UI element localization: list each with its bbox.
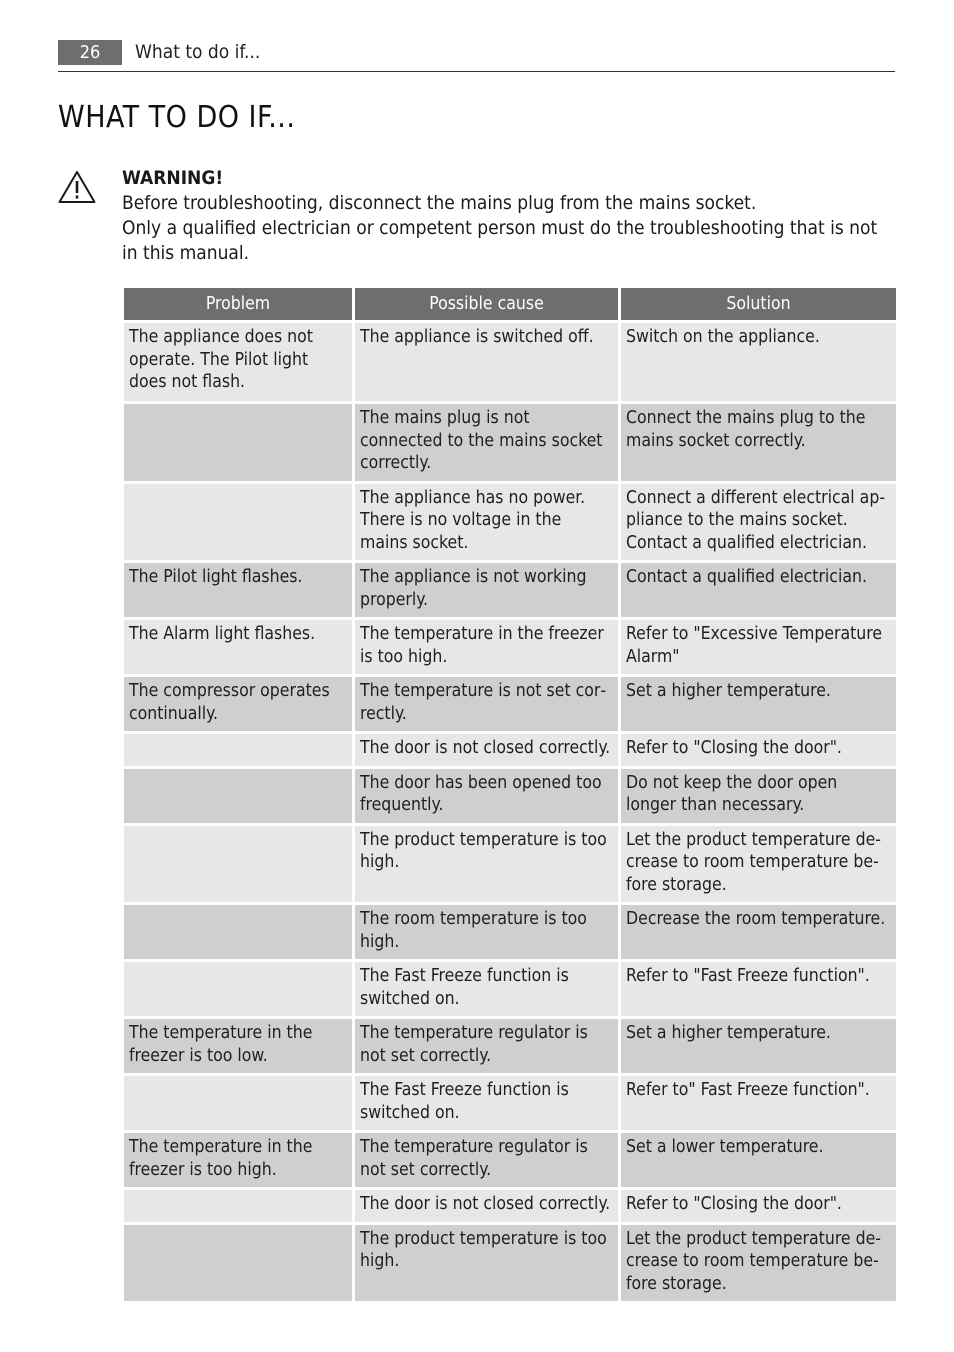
solution-cell: Refer to "Fast Freeze function".	[621, 962, 896, 1016]
solution-cell: Refer to "Closing the door".	[621, 734, 896, 766]
solution-cell: Let the product temperature decrease to room temperature before storage.	[621, 826, 896, 903]
solution-cell: Connect the mains plug to the mains socket correctly.	[621, 404, 896, 481]
cause-cell: The temperature regulator is not set correctly.	[355, 1019, 618, 1073]
cause-cell: The room temperature is too high.	[355, 905, 618, 959]
cause-cell: The Fast Freeze function is switched on.	[355, 1076, 618, 1130]
cause-cell: The temperature is not set correctly.	[355, 677, 618, 731]
table-row	[124, 620, 896, 674]
solution-cell: Switch on the appliance.	[621, 323, 896, 401]
cause-cell: The door is not closed correctly.	[355, 734, 618, 766]
table-row	[124, 1133, 896, 1187]
problem-cell: The compressor operates continually.	[124, 677, 352, 731]
page-header	[58, 40, 895, 72]
problem-cell	[124, 404, 352, 481]
cause-cell: The appliance has no power. There is no voltage in the mains socket.	[355, 484, 618, 561]
table-row	[124, 1019, 896, 1073]
problem-cell: The Alarm light flashes.	[124, 620, 352, 674]
problem-cell: The temperature in the freezer is too low.	[124, 1019, 352, 1073]
column-header-cause: Possible cause	[355, 288, 618, 320]
page-title: WHAT TO DO IF...	[58, 100, 296, 135]
warning-heading: WARNING!	[122, 167, 224, 189]
solution-cell: Decrease the room temperature.	[621, 905, 896, 959]
problem-cell: The appliance does not operate. The Pilot light does not flash.	[124, 323, 352, 401]
solution-cell: Set a higher temperature.	[621, 677, 896, 731]
solution-cell: Set a higher temperature.	[621, 1019, 896, 1073]
cause-cell: The product temperature is too high.	[355, 826, 618, 903]
cause-cell: The door is not closed correctly.	[355, 1190, 618, 1222]
problem-cell	[124, 962, 352, 1016]
table-row	[124, 905, 896, 959]
problem-cell	[124, 484, 352, 561]
solution-cell: Let the product temperature decrease to room temperature before storage.	[621, 1225, 896, 1302]
solution-cell: Set a lower temperature.	[621, 1133, 896, 1187]
warning-triangle-icon	[58, 170, 96, 204]
table-row	[124, 734, 896, 766]
table-row	[124, 1225, 896, 1302]
problem-cell	[124, 1076, 352, 1130]
table-row	[124, 962, 896, 1016]
solution-cell: Do not keep the door open longer than necessary.	[621, 769, 896, 823]
problem-cell	[124, 1190, 352, 1222]
cause-cell: The appliance is switched off.	[355, 323, 618, 401]
problem-cell	[124, 905, 352, 959]
table-row	[124, 484, 896, 561]
problem-cell	[124, 1225, 352, 1302]
table-row	[124, 826, 896, 903]
cause-cell: The mains plug is not connected to the mains socket correctly.	[355, 404, 618, 481]
table-row	[124, 677, 896, 731]
solution-cell: Refer to "Closing the door".	[621, 1190, 896, 1222]
header-section-title: What to do if...	[135, 41, 261, 63]
cause-cell: The temperature regulator is not set correctly.	[355, 1133, 618, 1187]
column-header-solution: Solution	[621, 288, 896, 320]
problem-cell: The Pilot light flashes.	[124, 563, 352, 617]
table-row	[124, 1076, 896, 1130]
cause-cell: The Fast Freeze function is switched on.	[355, 962, 618, 1016]
cause-cell: The temperature in the freezer is too high.	[355, 620, 618, 674]
table-header-row	[124, 288, 896, 320]
warning-line: Only a qualified electrician or competent person must do the troubleshooting that is not in this manual.	[122, 217, 878, 264]
problem-cell: The temperature in the freezer is too high.	[124, 1133, 352, 1187]
solution-cell: Refer to" Fast Freeze function".	[621, 1076, 896, 1130]
cause-cell: The appliance is not working properly.	[355, 563, 618, 617]
solution-cell: Refer to "Excessive Temperature Alarm"	[621, 620, 896, 674]
problem-cell	[124, 826, 352, 903]
column-header-problem: Problem	[124, 288, 352, 320]
table-row	[124, 404, 896, 481]
warning-block	[122, 166, 897, 266]
cause-cell: The product temperature is too high.	[355, 1225, 618, 1302]
warning-line: Before troubleshooting, disconnect the mains plug from the mains socket.	[122, 192, 757, 214]
table-row	[124, 1190, 896, 1222]
solution-cell: Connect a different electrical appliance to the mains socket. Contact a qualified electrician.	[621, 484, 896, 561]
solution-cell: Contact a qualified electrician.	[621, 563, 896, 617]
page-number: 26	[58, 40, 122, 65]
table-row	[124, 769, 896, 823]
table-row	[124, 323, 896, 401]
troubleshooting-table	[121, 285, 899, 1304]
problem-cell	[124, 769, 352, 823]
problem-cell	[124, 734, 352, 766]
cause-cell: The door has been opened too frequently.	[355, 769, 618, 823]
table-row	[124, 563, 896, 617]
